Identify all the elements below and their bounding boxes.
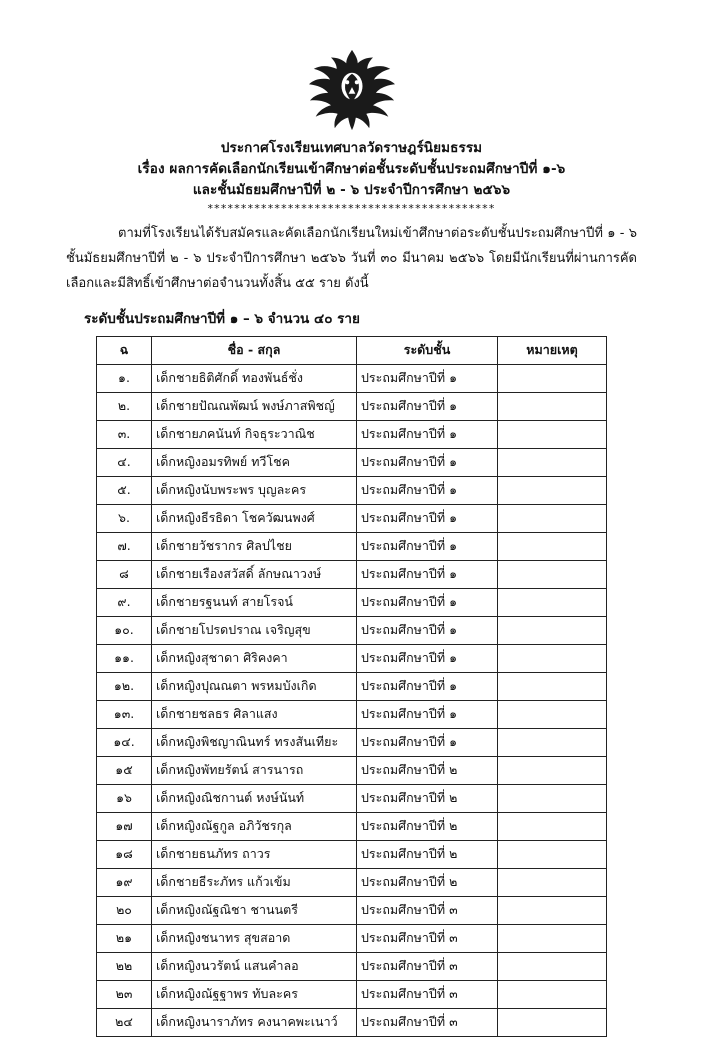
cell-number: ๑๙: [97, 868, 152, 896]
cell-grade-level: ประถมศึกษาปีที่ ๑: [357, 392, 498, 420]
cell-student-name: เด็กหญิงณิชกานต์ หงษ์นันท์: [152, 784, 357, 812]
cell-note: [498, 784, 607, 812]
cell-student-name: เด็กหญิงพัทยรัตน์ สารนารถ: [152, 756, 357, 784]
table-row: [97, 448, 607, 476]
table-row: [97, 1008, 607, 1036]
cell-number: ๒๓: [97, 980, 152, 1008]
cell-number: ๑.: [97, 364, 152, 392]
table-row: [97, 476, 607, 504]
cell-number: ๑๓.: [97, 700, 152, 728]
cell-grade-level: ประถมศึกษาปีที่ ๑: [357, 728, 498, 756]
cell-grade-level: ประถมศึกษาปีที่ ๓: [357, 952, 498, 980]
table-row: [97, 756, 607, 784]
cell-note: [498, 812, 607, 840]
cell-note: [498, 420, 607, 448]
cell-note: [498, 588, 607, 616]
table-row: [97, 392, 607, 420]
cell-grade-level: ประถมศึกษาปีที่ ๓: [357, 1008, 498, 1036]
cell-grade-level: ประถมศึกษาปีที่ ๒: [357, 840, 498, 868]
cell-number: ๑๔.: [97, 728, 152, 756]
cell-number: ๔.: [97, 448, 152, 476]
table-row: [97, 672, 607, 700]
cell-grade-level: ประถมศึกษาปีที่ ๑: [357, 588, 498, 616]
cell-note: [498, 504, 607, 532]
cell-note: [498, 448, 607, 476]
cell-number: ๒๔: [97, 1008, 152, 1036]
cell-note: [498, 728, 607, 756]
cell-student-name: เด็กหญิงปุณณตา พรหมบังเกิด: [152, 672, 357, 700]
cell-student-name: เด็กชายชลธร ศิลาแสง: [152, 700, 357, 728]
cell-note: [498, 980, 607, 1008]
cell-student-name: เด็กชายโปรดปราณ เจริญสุข: [152, 616, 357, 644]
cell-note: [498, 1008, 607, 1036]
cell-note: [498, 868, 607, 896]
cell-student-name: เด็กชายภคนันท์ กิจธุระวาณิช: [152, 420, 357, 448]
table-row: [97, 980, 607, 1008]
table-row: [97, 560, 607, 588]
cell-grade-level: ประถมศึกษาปีที่ ๑: [357, 504, 498, 532]
cell-number: ๙.: [97, 588, 152, 616]
cell-note: [498, 700, 607, 728]
cell-number: ๖.: [97, 504, 152, 532]
cell-grade-level: ประถมศึกษาปีที่ ๑: [357, 672, 498, 700]
cell-student-name: เด็กหญิงอมรทิพย์ ทวีโชค: [152, 448, 357, 476]
cell-number: ๒๑: [97, 924, 152, 952]
table-row: [97, 364, 607, 392]
cell-student-name: เด็กหญิงนับพระพร บุญละคร: [152, 476, 357, 504]
cell-grade-level: ประถมศึกษาปีที่ ๑: [357, 476, 498, 504]
table-row: [97, 588, 607, 616]
section-heading: ระดับชั้นประถมศึกษาปีที่ ๑ – ๖ จำนวน ๔๐ ราย: [84, 310, 360, 327]
cell-student-name: เด็กหญิงนาราภัทร คงนาคพะเนาว์: [152, 1008, 357, 1036]
cell-grade-level: ประถมศึกษาปีที่ ๑: [357, 560, 498, 588]
cell-grade-level: ประถมศึกษาปีที่ ๑: [357, 364, 498, 392]
table-row: [97, 616, 607, 644]
cell-note: [498, 756, 607, 784]
cell-student-name: เด็กชายธีระภัทร แก้วเข้ม: [152, 868, 357, 896]
table-row: [97, 868, 607, 896]
cell-student-name: เด็กชายรฐนนท์ สายโรจน์: [152, 588, 357, 616]
cell-number: ๑๖: [97, 784, 152, 812]
table-row: [97, 784, 607, 812]
cell-student-name: เด็กหญิงณัฐกูล อภิวัชรกุล: [152, 812, 357, 840]
cell-number: ๑๑.: [97, 644, 152, 672]
cell-number: ๓.: [97, 420, 152, 448]
cell-note: [498, 952, 607, 980]
decorative-divider: *******************************************: [207, 201, 496, 215]
cell-student-name: เด็กชายธิติศักดิ์ ทองพันธ์ชั่ง: [152, 364, 357, 392]
table-row: [97, 700, 607, 728]
cell-number: ๑๐.: [97, 616, 152, 644]
cell-student-name: เด็กหญิงชนาทร สุขสอาด: [152, 924, 357, 952]
intro-paragraph-text: ตามที่โรงเรียนได้รับสมัครและคัดเลือกนักเรียนใหม่เข้าศึกษาต่อระดับชั้นประถมศึกษาปีที่ ๑ - ๖ ชั้นมัธยมศึกษาปีที่ ๒ - ๖ ประจำปีการศึกษา ๒๕๖๖ วันที่ ๓๐ มีนาคม ๒๕๖๖ โดยมีนักเรียนที่ผ่านการคัดเลือกและมีสิทธิ์เข้าศึกษาต่อจำนวนทั้งสิ้น ๕๕ ราย ดังนี้: [66, 225, 637, 292]
table-row: [97, 644, 607, 672]
table-row: [97, 532, 607, 560]
cell-note: [498, 392, 607, 420]
cell-grade-level: ประถมศึกษาปีที่ ๓: [357, 896, 498, 924]
cell-grade-level: ประถมศึกษาปีที่ ๑: [357, 420, 498, 448]
column-header-level: ระดับชั้น: [357, 336, 498, 364]
cell-note: [498, 616, 607, 644]
cell-grade-level: ประถมศึกษาปีที่ ๑: [357, 616, 498, 644]
cell-note: [498, 924, 607, 952]
announcement-title: [66, 138, 637, 201]
cell-grade-level: ประถมศึกษาปีที่ ๓: [357, 924, 498, 952]
cell-student-name: เด็กหญิงธีรธิดา โชควัฒนพงศ์: [152, 504, 357, 532]
cell-note: [498, 560, 607, 588]
column-header-number: ฉ: [97, 336, 152, 364]
table-row: [97, 420, 607, 448]
cell-student-name: เด็กหญิงพิชญาณินทร์ ทรงสันเทียะ: [152, 728, 357, 756]
cell-grade-level: ประถมศึกษาปีที่ ๓: [357, 980, 498, 1008]
cell-grade-level: ประถมศึกษาปีที่ ๒: [357, 868, 498, 896]
table-header-row: [97, 336, 607, 364]
title-line-1: ประกาศโรงเรียนเทศบาลวัดราษฎร์นิยมธรรม: [220, 140, 483, 156]
column-header-note: หมายเหตุ: [498, 336, 607, 364]
cell-grade-level: ประถมศึกษาปีที่ ๒: [357, 812, 498, 840]
cell-number: ๕.: [97, 476, 152, 504]
cell-number: ๑๘: [97, 840, 152, 868]
cell-note: [498, 364, 607, 392]
garuda-emblem: [304, 46, 400, 132]
cell-number: ๘: [97, 560, 152, 588]
cell-number: ๒๐: [97, 896, 152, 924]
table-row: [97, 504, 607, 532]
table-row: [97, 728, 607, 756]
cell-student-name: เด็กชายธนภัทร ถาวร: [152, 840, 357, 868]
cell-grade-level: ประถมศึกษาปีที่ ๑: [357, 448, 498, 476]
table-row: [97, 812, 607, 840]
cell-grade-level: ประถมศึกษาปีที่ ๑: [357, 644, 498, 672]
cell-grade-level: ประถมศึกษาปีที่ ๒: [357, 756, 498, 784]
column-header-name: ชื่อ - สกุล: [152, 336, 357, 364]
cell-number: ๑๒.: [97, 672, 152, 700]
intro-paragraph: [66, 221, 637, 297]
cell-student-name: เด็กชายเรืองสวัสดิ์ ลักษณาวงษ์: [152, 560, 357, 588]
cell-number: ๑๗: [97, 812, 152, 840]
table-row: [97, 896, 607, 924]
cell-grade-level: ประถมศึกษาปีที่ ๑: [357, 700, 498, 728]
cell-grade-level: ประถมศึกษาปีที่ ๒: [357, 784, 498, 812]
table-row: [97, 952, 607, 980]
table-row: [97, 840, 607, 868]
cell-student-name: เด็กหญิงณัฐณิชา ชานนตรี: [152, 896, 357, 924]
cell-grade-level: ประถมศึกษาปีที่ ๑: [357, 532, 498, 560]
table-row: [97, 924, 607, 952]
cell-note: [498, 896, 607, 924]
title-line-2: เรื่อง ผลการคัดเลือกนักเรียนเข้าศึกษาต่อชั้นระดับชั้นประถมศึกษาปีที่ ๑-๖: [137, 160, 566, 177]
cell-note: [498, 840, 607, 868]
student-roster-table: [96, 336, 607, 1037]
cell-student-name: เด็กชายวัชรากร ศิลปไชย: [152, 532, 357, 560]
cell-note: [498, 672, 607, 700]
cell-number: ๒๒: [97, 952, 152, 980]
cell-student-name: เด็กชายปัณณพัฒน์ พงษ์ภาสพิชญ์: [152, 392, 357, 420]
cell-note: [498, 644, 607, 672]
cell-student-name: เด็กหญิงณัฐฐาพร ทับละคร: [152, 980, 357, 1008]
cell-note: [498, 532, 607, 560]
cell-student-name: เด็กหญิงนวรัตน์ แสนคำลอ: [152, 952, 357, 980]
cell-number: ๗.: [97, 532, 152, 560]
cell-number: ๑๕: [97, 756, 152, 784]
cell-number: ๒.: [97, 392, 152, 420]
title-line-3: และชั้นมัธยมศึกษาปีที่ ๒ - ๖ ประจำปีการศึกษา ๒๕๖๖: [192, 181, 511, 198]
cell-note: [498, 476, 607, 504]
cell-student-name: เด็กหญิงสุชาดา ศิริคงคา: [152, 644, 357, 672]
